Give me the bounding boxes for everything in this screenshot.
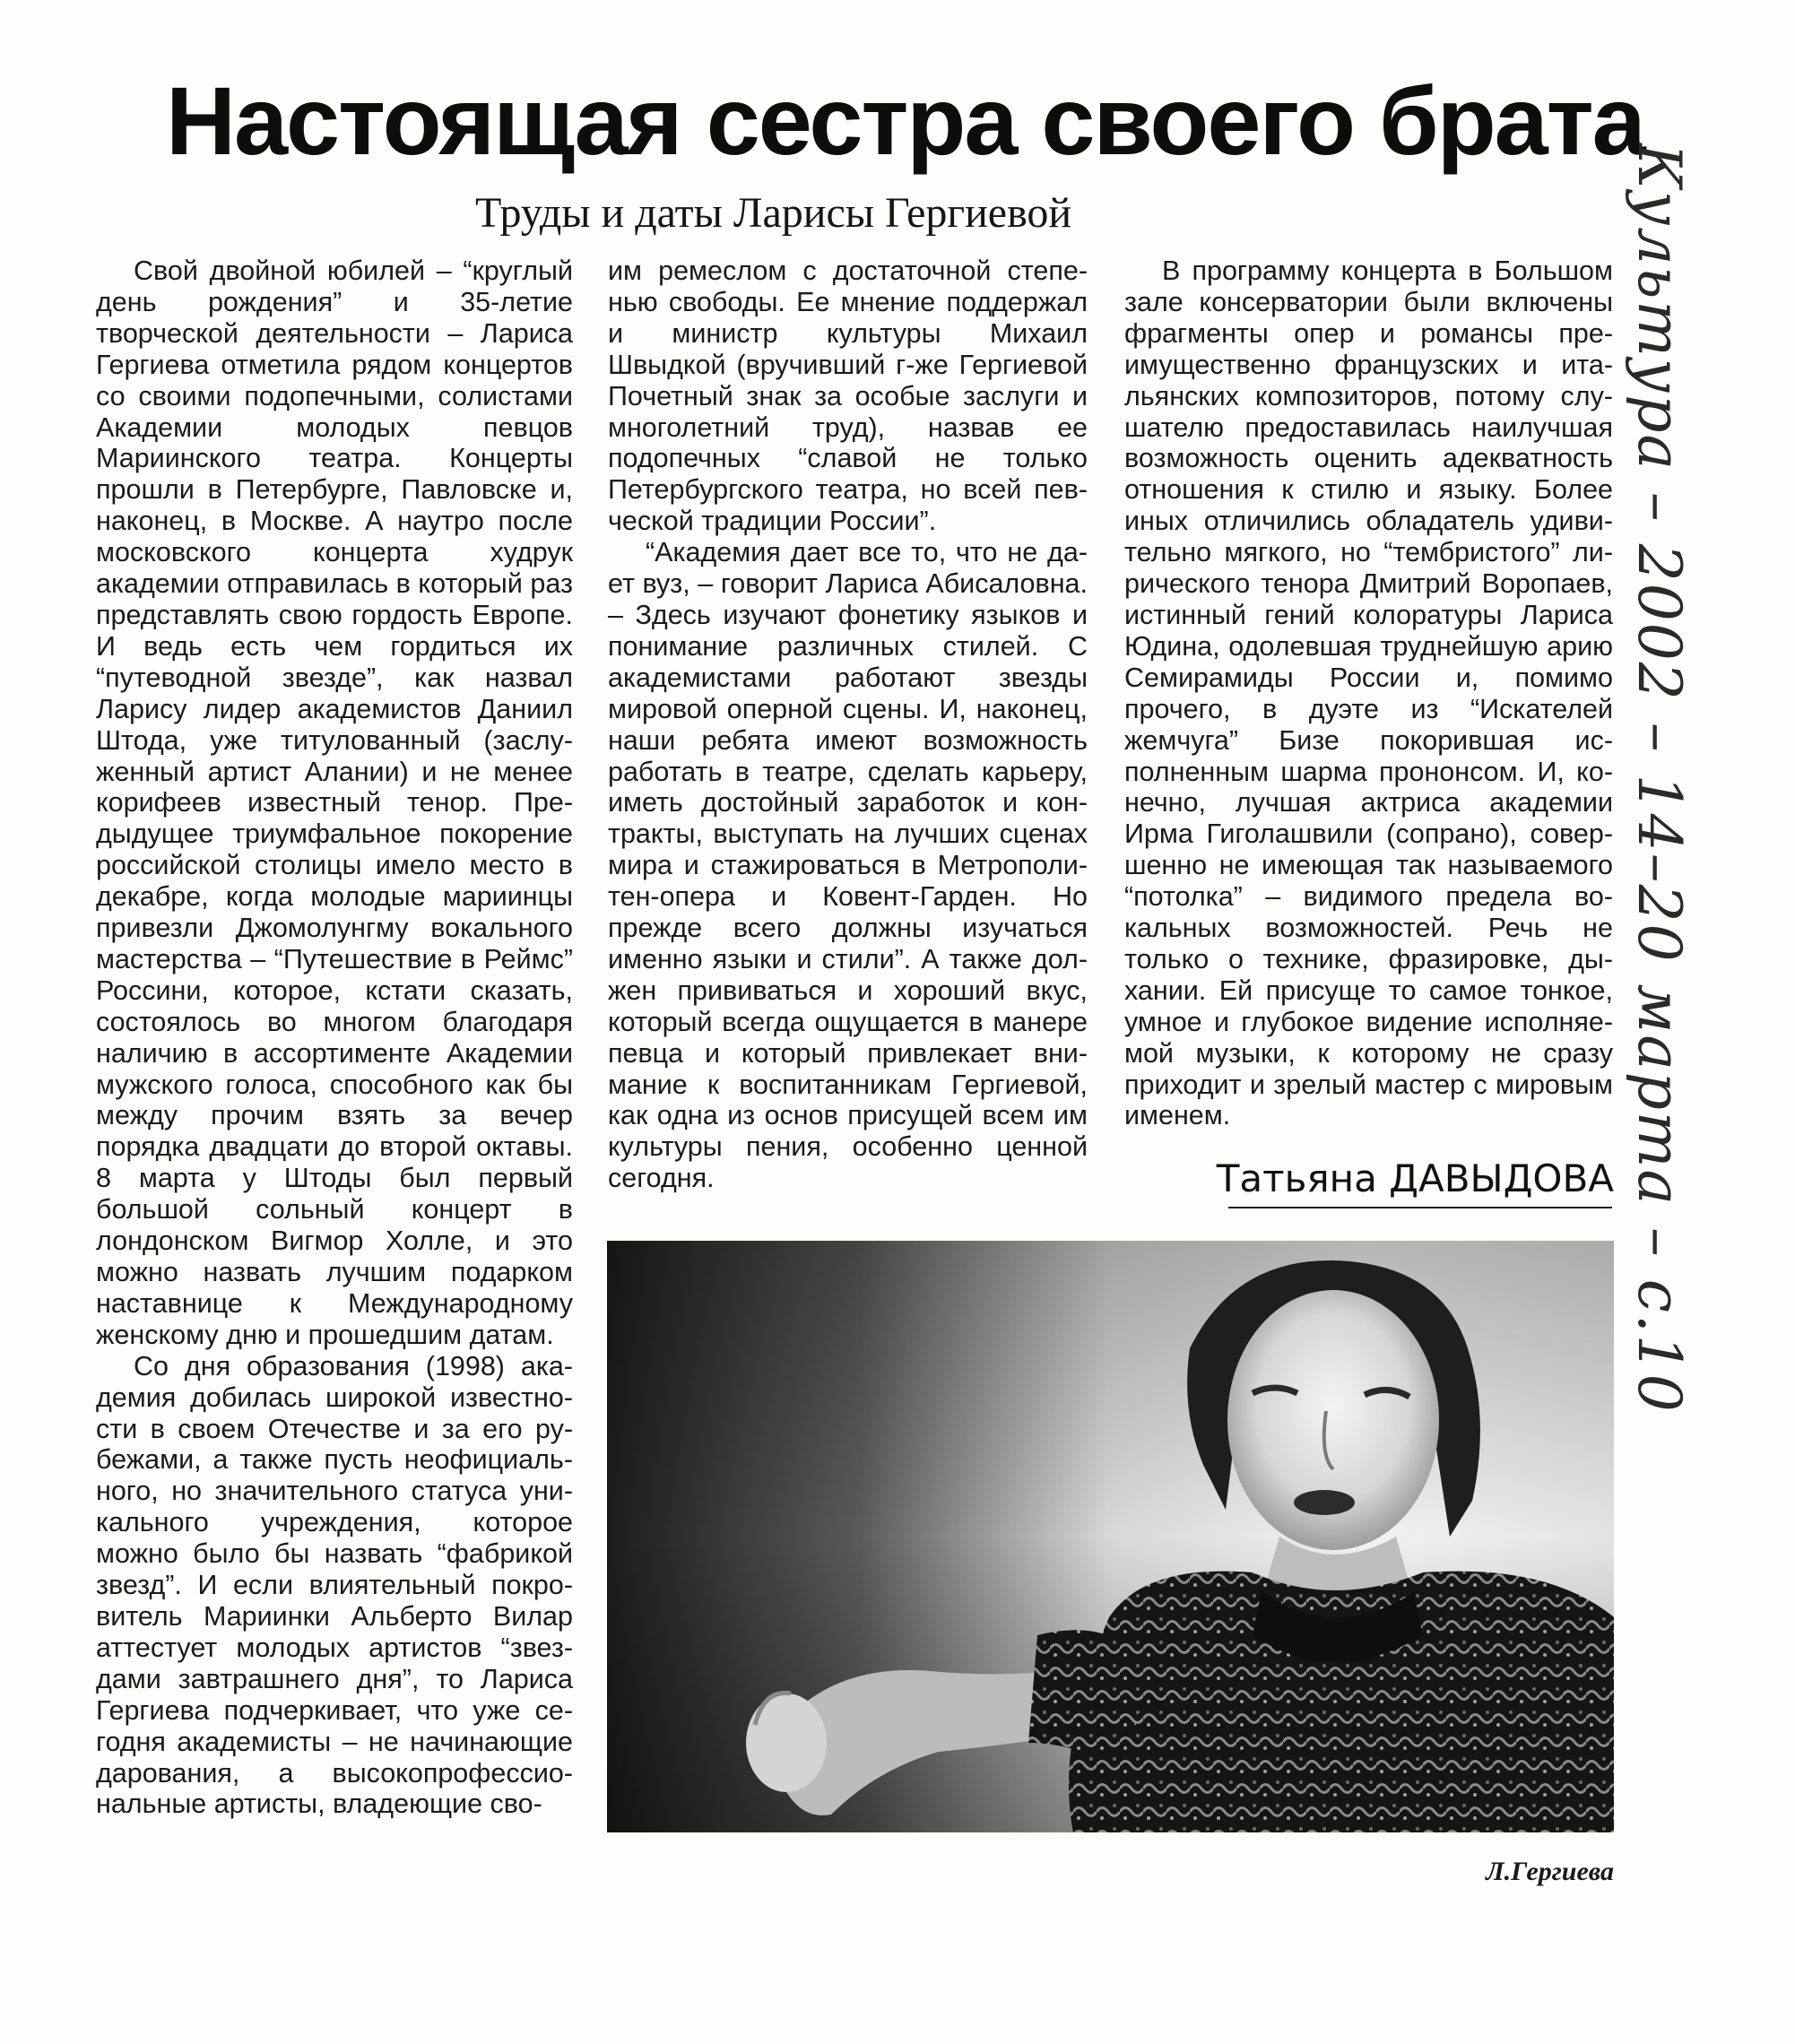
- paragraph: В программу концерта в Большом зале консерватории были включены фрагменты опер и романсы преимущественно французских и итальянских композиторов, потому слушателю предоставилась наилучшая возможность оценить адекватность отношения к стилю и языку. Более иных отличились обладатель удивительно мягкого, но “тембристого” лирического тенора Дмитрий Воропаев, истинный гений колоратуры Лариса Юдина, одолевшая труднейшую арию Семирамиды России и, помимо прочего, в дуэте из “Искателей жемчуга” Бизе покорившая исполненным шарма прононсом. И, конечно, лучшая актриса академии Ирма Гиголашвили (сопрано), совершенно не имеющая так называемого “потолка” – видимого предела вокальных возможностей. Речь не только о технике, фразировке, дыхании. Ей присуще то самое тонкое, умное и глубокое видение исполняемой музыки, к которому не сразу приходит и зрелый мастер с мировым именем.: [1124, 256, 1613, 1131]
- paragraph: “Академия дает все то, что не дает вуз, – говорит Лариса Абисаловна. – Здесь изучают фонетику языков и понимание различных стилей. С академистами работают звезды мировой оперной сцены. И, наконец, наши ребята имеют возможность работать в театре, сделать карьеру, иметь достойный заработок и контракты, выступать на лучших сценах мира и стажироваться в Метрополитен-опера и Ковент-Гарден. Но прежде всего должны изучаться именно языки и стили”. А также должен прививаться и хороший вкус, который всегда ощущается в манере певца и который привлекает внимание к воспитанникам Гергиевой, как одна из основ присущей всем им культуры пения, особенно ценной сегодня.: [608, 537, 1088, 1194]
- paragraph: им ремеслом с достаточной степенью свободы. Ее мнение поддержал и министр культуры Михаил Швыдкой (вручивший г-же Гергиевой Почетный знак за особые заслуги и многолетний труд), назвав ее подопечных “славой не только Петербургского театра, но всей певческой традиции России”.: [608, 256, 1088, 537]
- article-subheadline: Труды и даты Ларисы Гергиевой: [475, 189, 1072, 237]
- article-photo: [607, 1241, 1614, 1832]
- byline-underline: [1228, 1207, 1612, 1208]
- article-column-1: [96, 256, 573, 1820]
- handwritten-source-note: Культура – 2002 – 14–20 марта – с.10: [1625, 143, 1694, 1414]
- article-column-3: [1124, 256, 1613, 1131]
- article-column-2: [608, 256, 1088, 1194]
- paragraph: Со дня образования (1998) академия добилась широкой известности в своем Отечестве и за его рубежами, а также пусть неофициального, но значительного статуса уникального учреждения, которое можно было бы назвать “фабрикой звезд”. И если влиятельный покровитель Мариинки Альберто Вилар аттестует молодых артистов “звездами завтрашнего дня”, то Лариса Гергиева подчеркивает, что уже сегодня академисты – не начинающие дарования, а высокопрофессиональные артисты, владеющие сво-: [96, 1350, 573, 1820]
- portrait-image: [607, 1241, 1614, 1832]
- photo-caption: Л.Гергиева: [1486, 1857, 1614, 1886]
- paragraph: Свой двойной юбилей – “круглый день рождения” и 35-летие творческой деятельности – Лариса Гергиева отметила рядом концертов со своими подопечными, солистами Академии молодых певцов Мариинского театра. Концерты прошли в Петербурге, Павловске и, наконец, в Москве. А наутро после московского концерта худрук академии отправилась в который раз представлять свою гордость Европе. И ведь есть чем гордиться их “путеводной звезде”, как назвал Ларису лидер академистов Даниил Штода, уже титулованный (заслуженный артист Алании) и не менее корифеев известный тенор. Предыдущее триумфальное покорение российской столицы имело место в декабре, когда молодые мариинцы привезли Джомолунгму вокального мастерства – “Путешествие в Реймс” Россини, которое, кстати сказать, состоялось во многом благодаря наличию в ассортименте Академии мужского голоса, способного как бы между прочим взять за вечер порядка двадцати до второй октавы. 8 марта у Штоды был первый большой сольный концерт в лондонском Вигмор Холле, и это можно назвать лучшим подарком наставнице к Международному женскому дню и прошедшим датам.: [96, 256, 573, 1350]
- article-headline: Настоящая сестра своего брата: [166, 66, 1644, 175]
- author-byline: Татьяна ДАВЫДОВА: [1216, 1156, 1614, 1200]
